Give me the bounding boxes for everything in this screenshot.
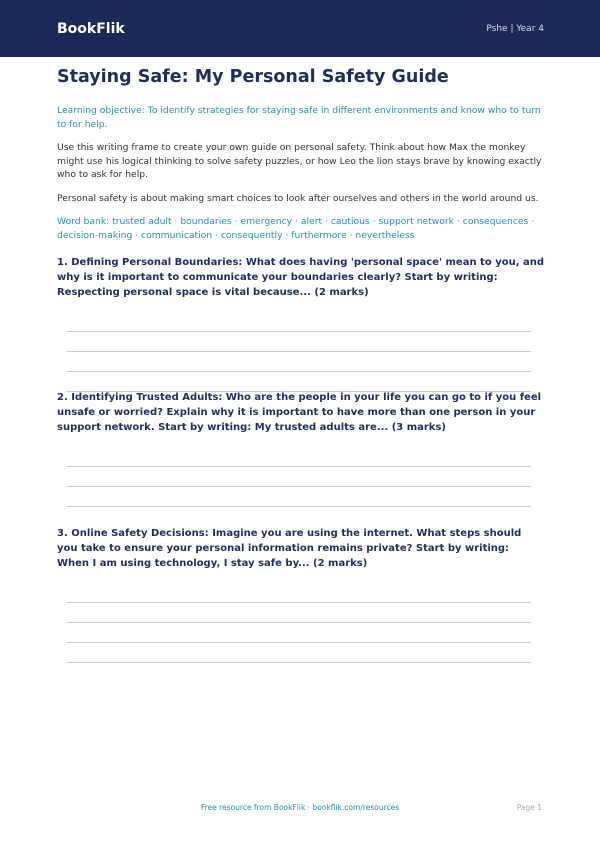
questions-area — [57, 0, 544, 848]
answer-line[interactable] — [67, 506, 531, 507]
learning-objective: Learning objective: To identify strategies for staying safe in different environments and know who to turn to for help. — [57, 105, 541, 130]
answer-line[interactable] — [67, 642, 531, 643]
word-bank: Word bank: trusted adult · boundaries · emergency · alert · cautious · support network · consequences · decision-making · communication · consequently · furthermore · nevertheless — [57, 216, 535, 241]
answer-line[interactable] — [67, 622, 531, 623]
subject-year-label: Pshe | Year 4 — [486, 23, 544, 34]
question-3: 3. Online Safety Decisions: Imagine you are using the internet. What steps should you take to ensure your personal information remains private? Start by writing: When I am using technology, I stay safe by... (2 marks) — [57, 528, 522, 569]
page-title: Staying Safe: My Personal Safety Guide — [57, 67, 449, 87]
answer-line[interactable] — [67, 466, 531, 467]
page-number: Page 1 — [516, 803, 542, 812]
answer-line[interactable] — [67, 331, 531, 332]
answer-line[interactable] — [67, 371, 531, 372]
brand-logo: BookFlik — [57, 20, 125, 37]
answer-line[interactable] — [67, 602, 531, 603]
question-1: 1. Defining Personal Boundaries: What does having 'personal space' mean to you, and why is it important to communicate your boundaries clearly? Start by writing: Respecting personal space is vital because... (2 marks) — [57, 257, 545, 298]
intro-paragraph: Use this writing frame to create your own guide on personal safety. Think about how Max the monkey might use his logical thinking to solve safety puzzles, or how Leo the lion stays brave by knowing exactly who to ask for help. — [57, 142, 542, 180]
footer-link[interactable]: Free resource from BookFlik · bookflik.com/resources — [200, 803, 400, 812]
answer-line[interactable] — [67, 486, 531, 487]
answer-line[interactable] — [67, 351, 531, 352]
question-2: 2. Identifying Trusted Adults: Who are the people in your life you can go to if you feel unsafe or worried? Explain why it is important to have more than one person in your support network. Start by writing: My trusted adults are... (3 marks) — [57, 392, 542, 433]
definition-paragraph: Personal safety is about making smart choices to look after ourselves and others in the world around us. — [57, 192, 539, 204]
answer-line[interactable] — [67, 662, 531, 663]
